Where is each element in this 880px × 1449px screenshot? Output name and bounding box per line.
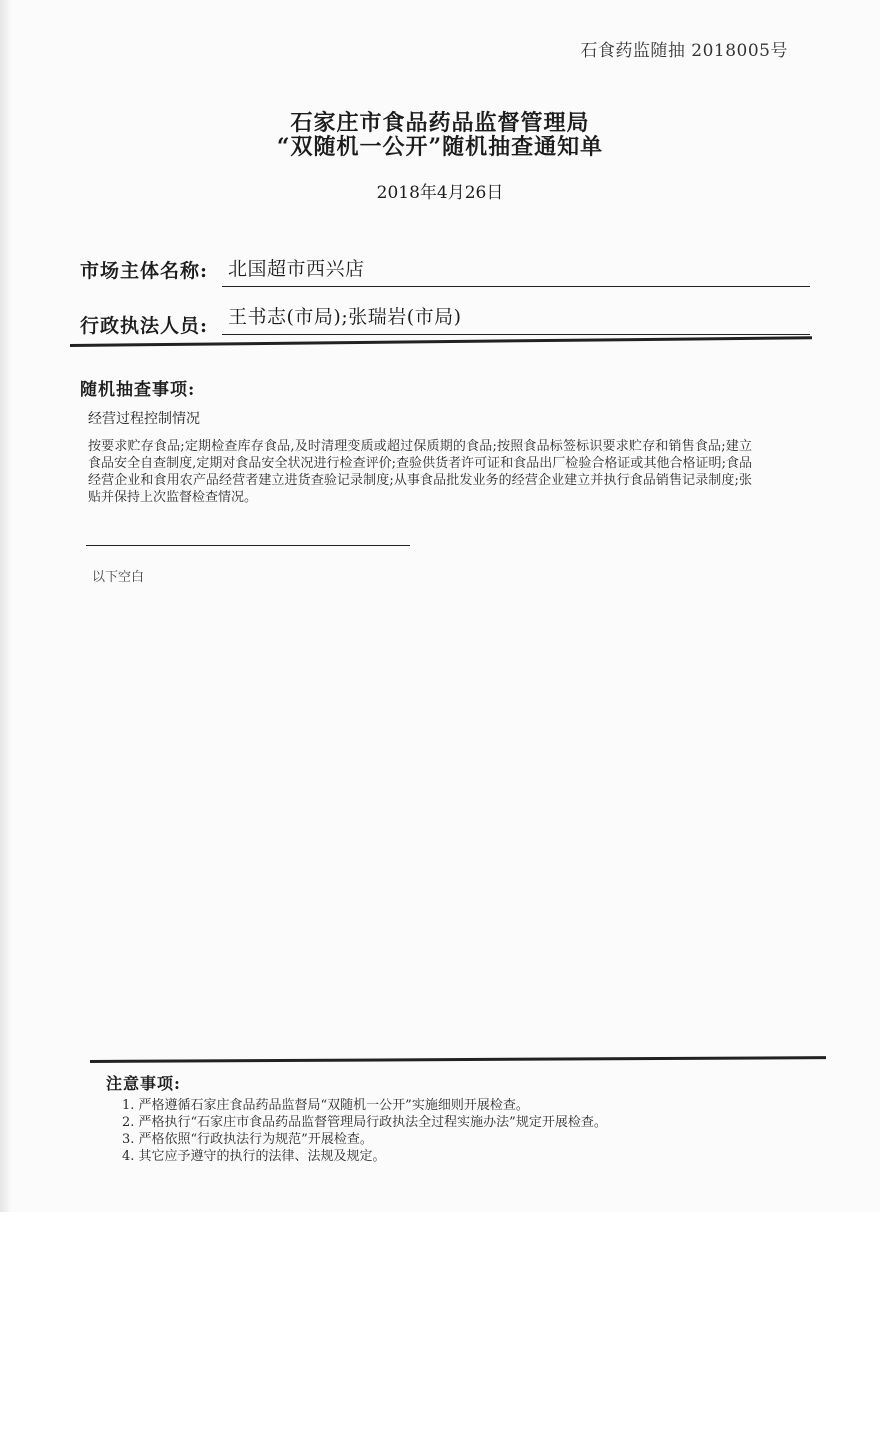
note-item-4: 4. 其它应予遵守的执行的法律、法规及规定。 <box>122 1149 386 1164</box>
notes-title: 注意事项: <box>106 1074 181 1093</box>
blank-below-note: 以下空白 <box>92 570 145 585</box>
entity-underline <box>222 286 810 287</box>
entity-name-label: 市场主体名称: <box>80 260 209 282</box>
notice-title: “双随机一公开”随机抽查通知单 <box>276 134 604 160</box>
note-item-1: 1. 严格遵循石家庄食品药品监督局“双随机一公开”实施细则开展检查。 <box>122 1098 529 1113</box>
notice-date: 2018年4月26日 <box>376 183 504 203</box>
issuing-authority-title: 石家庄市食品药品监督管理局 <box>290 110 590 136</box>
note-item-2: 2. 严格执行“石家庄市食品药品监督管理局行政执法全过程实施办法”规定开展检查。 <box>122 1115 607 1130</box>
note-item-3: 3. 严格依照“行政执法行为规范”开展检查。 <box>122 1132 373 1147</box>
notes-divider <box>90 1056 826 1063</box>
document-number: 石食药监随抽 2018005号 <box>580 41 788 61</box>
officers-label: 行政执法人员: <box>80 315 209 337</box>
inspection-section-title: 随机抽查事项: <box>80 380 196 400</box>
inspection-item-title: 经营过程控制情况 <box>88 411 200 427</box>
description-underline <box>86 545 410 546</box>
inspection-description: 按要求贮存食品;定期检查库存食品,及时清理变质或超过保质期的食品;按照食品标签标识要求贮存和销售食品;建立食品安全自查制度,定期对食品安全状况进行检查评价;查验供货者许可证和食品出厂检验合格证或其他合格证明;食品经营企业和食用农产品经营者建立进货查验记录制度;从事食品批发业务的经营企业建立并执行食品销售记录制度;张贴并保持上次监督检查情况。 <box>88 439 752 505</box>
entity-name-value: 北国超市西兴店 <box>228 258 365 280</box>
officers-value: 王书志(市局);张瑞岩(市局) <box>228 306 462 328</box>
officers-underline <box>222 334 810 335</box>
